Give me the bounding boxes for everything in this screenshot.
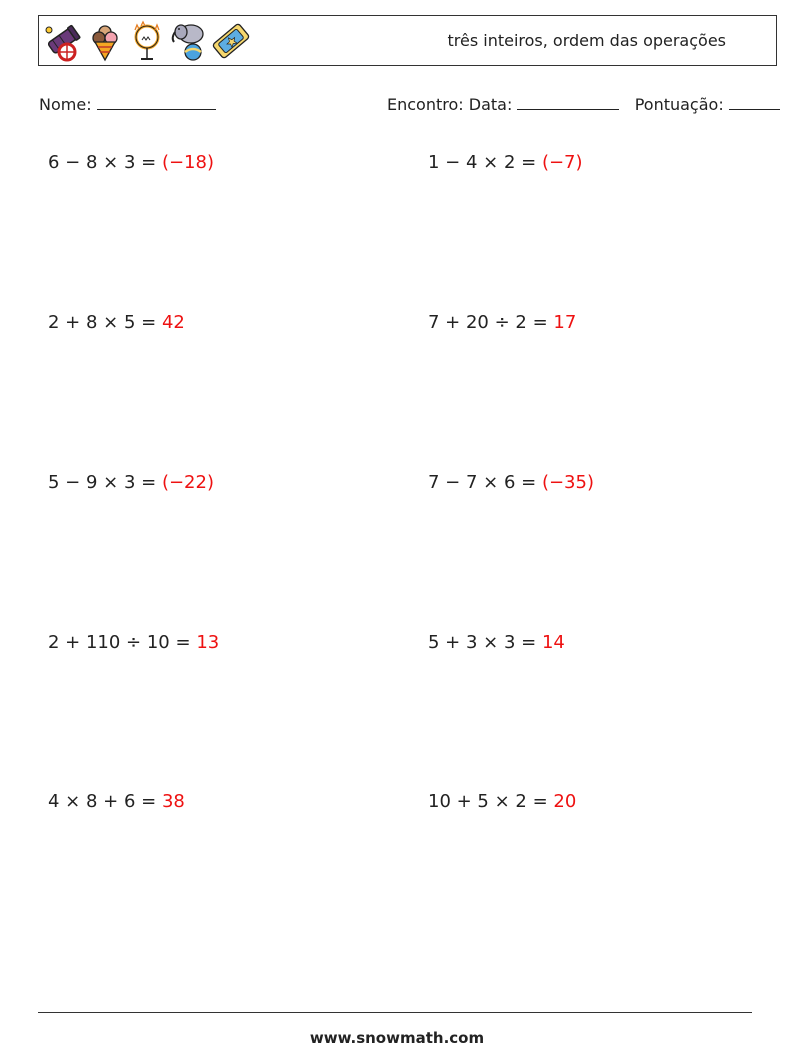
problem-answer: 42 — [161, 312, 185, 333]
problem-answer: (−7) — [541, 152, 583, 173]
problem-answer: 38 — [161, 791, 185, 812]
problem-item — [48, 791, 185, 812]
problem-expression: 7 − 7 × 6 = — [428, 472, 537, 493]
worksheet-header — [38, 15, 777, 66]
problem-item — [428, 152, 583, 173]
problem-item — [428, 472, 594, 493]
header-icons — [43, 20, 253, 62]
problem-answer: (−35) — [541, 472, 594, 493]
cannon-icon — [43, 20, 83, 62]
name-field[interactable] — [39, 93, 216, 114]
problem-expression: 2 + 8 × 5 = — [48, 312, 157, 333]
date-score-fields — [387, 93, 780, 114]
problem-answer: 20 — [553, 791, 577, 812]
problem-item — [428, 632, 565, 653]
name-blank[interactable] — [97, 93, 216, 110]
date-blank[interactable] — [517, 93, 619, 110]
problem-expression: 2 + 110 ÷ 10 = — [48, 632, 191, 653]
score-blank[interactable] — [729, 93, 780, 110]
problem-item — [48, 312, 185, 333]
problem-item — [48, 632, 219, 653]
encounter-date-label: Encontro: Data: — [387, 95, 513, 114]
problem-answer: 13 — [196, 632, 220, 653]
problem-expression: 5 − 9 × 3 = — [48, 472, 157, 493]
score-label: Pontuação: — [634, 95, 724, 114]
problem-answer: (−18) — [161, 152, 214, 173]
problem-item — [48, 152, 214, 173]
problem-answer: (−22) — [161, 472, 214, 493]
problem-expression: 5 + 3 × 3 = — [428, 632, 537, 653]
problem-expression: 1 − 4 × 2 = — [428, 152, 537, 173]
problem-expression: 7 + 20 ÷ 2 = — [428, 312, 548, 333]
problem-answer: 17 — [553, 312, 577, 333]
name-label: Nome: — [39, 95, 92, 114]
elephant-icon — [169, 20, 209, 62]
footer-url[interactable]: www.snowmath.com — [309, 1029, 485, 1047]
problem-item — [428, 312, 576, 333]
ticket-icon — [211, 20, 251, 62]
problem-item — [48, 472, 214, 493]
problem-expression: 6 − 8 × 3 = — [48, 152, 157, 173]
problem-expression: 10 + 5 × 2 = — [428, 791, 548, 812]
footer-divider — [38, 1012, 752, 1013]
problem-item — [428, 791, 576, 812]
problem-answer: 14 — [541, 632, 565, 653]
problem-expression: 4 × 8 + 6 = — [48, 791, 157, 812]
fire-hoop-icon — [127, 20, 167, 62]
ice-cream-icon — [85, 20, 125, 62]
worksheet-title: três inteiros, ordem das operações — [447, 31, 726, 50]
